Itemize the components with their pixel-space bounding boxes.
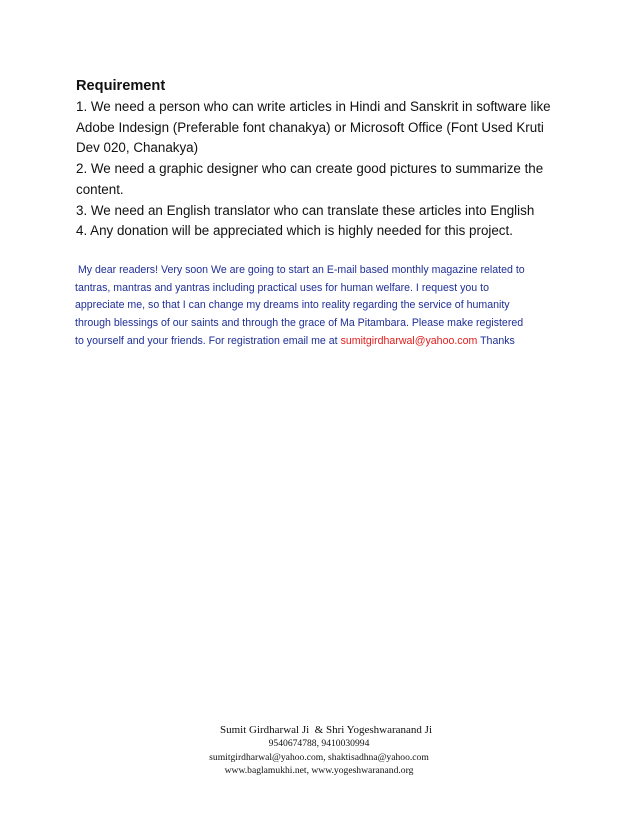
requirement-heading: Requirement (76, 78, 166, 94)
registration-text: to yourself and your friends. For registration email me at (75, 334, 341, 347)
thanks-text: Thanks (477, 334, 515, 347)
magazine-line-1: My dear readers! Very soon We are going to start an E-mail based monthly magazine related to (75, 264, 525, 276)
requirement-line-6: 3. We need an English translator who can translate these articles into English (76, 202, 535, 218)
footer-emails[interactable]: sumitgirdharwal@yahoo.com, shaktisadhna@yahoo.com (209, 751, 429, 763)
requirement-section (76, 75, 566, 242)
magazine-line-3: appreciate me, so that I can change my dreams into reality regarding the service of humanity (75, 299, 510, 312)
footer-contact (0, 723, 638, 778)
footer-names: Sumit Girdharwal Ji & Shri Yogeshwaranand Ji (219, 724, 433, 736)
requirement-line-3: Dev 020, Chanakya) (76, 140, 199, 156)
magazine-announcement (75, 262, 575, 351)
requirement-line-2: Adobe Indesign (Preferable font chanakya) or Microsoft Office (Font Used Kruti (76, 119, 544, 135)
magazine-line-4: through blessings of our saints and through the grace of Ma Pitambara. Please make registered (75, 317, 524, 330)
footer-websites[interactable]: www.baglamukhi.net, www.yogeshwaranand.org (224, 765, 414, 777)
requirement-line-5: content. (76, 181, 124, 197)
requirement-line-7: 4. Any donation will be appreciated which is highly needed for this project. (76, 223, 513, 239)
registration-email-link[interactable]: sumitgirdharwal@yahoo.com (340, 334, 478, 347)
magazine-line-2: tantras, mantras and yantras including practical uses for human welfare. I request you to (75, 281, 489, 294)
requirement-line-4: 2. We need a graphic designer who can create good pictures to summarize the (76, 161, 544, 177)
requirement-line-1: 1. We need a person who can write articles in Hindi and Sanskrit in software like (76, 99, 551, 114)
magazine-line-5 (75, 333, 575, 351)
footer-phones: 9540674788, 9410030994 (268, 738, 370, 749)
